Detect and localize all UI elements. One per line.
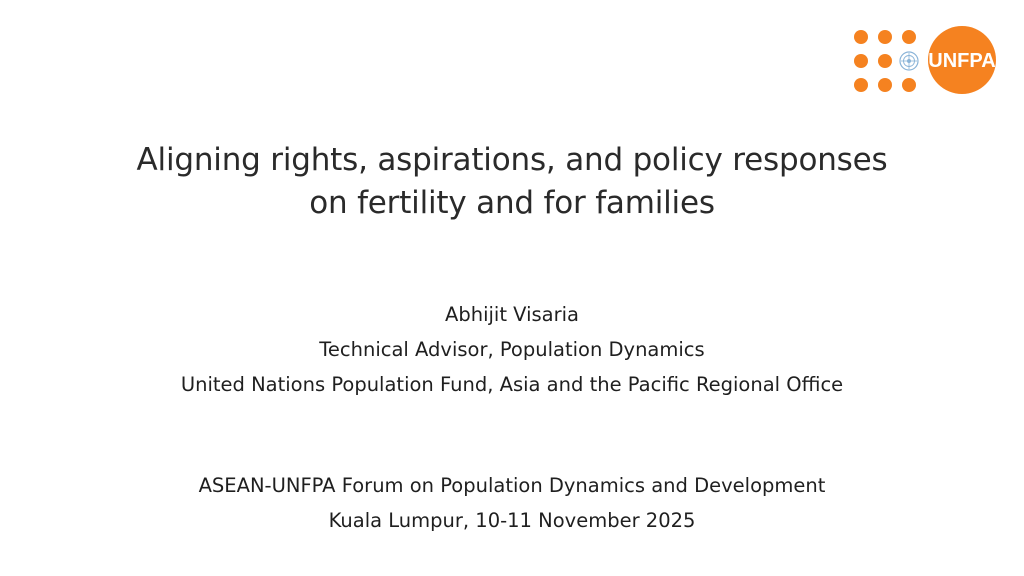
event-location-date: Kuala Lumpur, 10-11 November 2025 [328, 509, 696, 532]
event-info [40, 468, 984, 538]
presenter-info [40, 297, 984, 402]
presenter-role: Technical Advisor, Population Dynamics [319, 338, 705, 361]
title-line-1: Aligning rights, aspirations, and policy responses [136, 142, 888, 178]
slide-title [40, 139, 984, 225]
title-line-2: on fertility and for families [309, 185, 715, 221]
logo-text: UNFPA [928, 50, 996, 72]
presenter-name: Abhijit Visaria [445, 303, 579, 326]
event-name: ASEAN-UNFPA Forum on Population Dynamics and Development [198, 474, 826, 497]
unfpa-logo [850, 24, 998, 98]
presenter-organization: United Nations Population Fund, Asia and the Pacific Regional Office [180, 373, 844, 396]
unfpa-logo-icon [850, 24, 998, 98]
